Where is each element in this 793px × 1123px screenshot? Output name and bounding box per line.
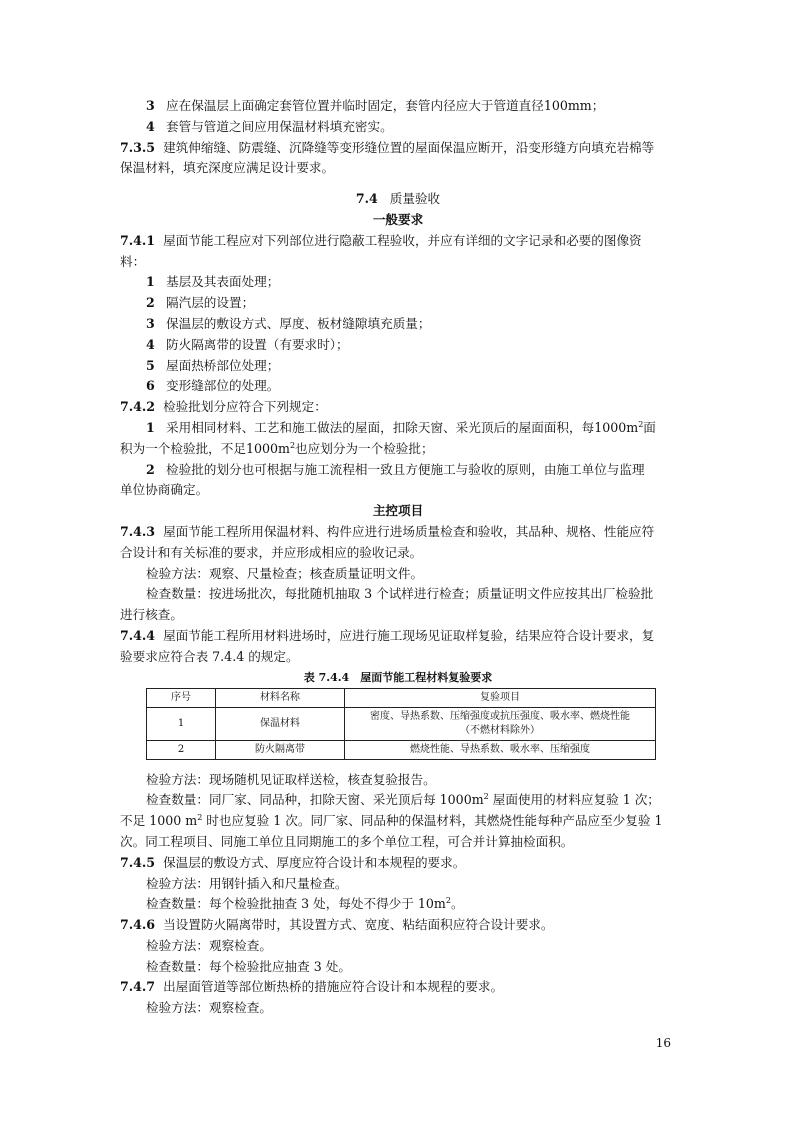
item-text: 应在保温层上面确定套管位置并临时固定，套管内径应大于管道直径100mm； xyxy=(166,98,605,113)
clause-7-4-3 xyxy=(120,522,676,543)
clause-text: 检验批划分应符合下列规定： xyxy=(163,399,327,415)
clause-number: 7.4.3 xyxy=(120,523,156,539)
list-item xyxy=(120,460,676,481)
clause-7-4-4 xyxy=(120,626,676,647)
clause-7-4-6 xyxy=(120,915,676,936)
item-text: 基层及其表面处理； xyxy=(166,274,280,290)
clause-continuation xyxy=(120,439,676,460)
clause-continuation: 验要求应符合表 7.4.4 的规定。 xyxy=(120,648,299,664)
clause-text: 屋面节能工程所用保温材料、构件应进行进场质量检查和验收，其品种、规格、性能应符 xyxy=(163,523,655,539)
clause-number: 7.4.1 xyxy=(120,232,156,248)
table-cell: 防火隔离带 xyxy=(216,740,345,759)
clause-number: 7.4.4 xyxy=(120,627,156,643)
text: 。 xyxy=(450,896,464,912)
list-item xyxy=(120,293,676,314)
text: 屋面使用的材料应复验 1 次； xyxy=(488,792,660,808)
item-text: 防火隔离带的设置（有要求时）； xyxy=(166,336,349,352)
text: 检查数量：同厂家、同品种，扣除天窗、采光顶后每 1000m xyxy=(146,792,484,808)
item-number: 3 xyxy=(146,98,155,113)
item-number: 6 xyxy=(146,378,155,394)
clause-7-4-1 xyxy=(120,231,676,252)
item-text: 变形缝部位的处理。 xyxy=(166,378,280,394)
table-cell: 2 xyxy=(147,740,216,759)
inspection-method: 检验方法：观察检查。 xyxy=(146,937,272,953)
clause-text: 保温层的敷设方式、厚度应符合设计和本规程的要求。 xyxy=(163,854,466,870)
item-number: 4 xyxy=(146,118,155,134)
clause-number: 7.3.5 xyxy=(120,139,156,155)
clause-7-4-7 xyxy=(120,977,676,998)
table-row xyxy=(147,740,656,759)
clause-continuation: 进行核查。 xyxy=(120,607,183,623)
clause-number: 7.4.7 xyxy=(120,979,156,995)
superscript: 2 xyxy=(289,440,296,450)
item-text: 隔汽层的设置； xyxy=(166,295,255,311)
inspection-method: 检验方法：观察、尺量检查；核查质量证明文件。 xyxy=(146,565,424,581)
clause-continuation: 次。同工程项目、同施工单位且同期施工的多个单位工程，可合并计算抽检面积。 xyxy=(120,833,574,849)
superscript: 2 xyxy=(638,419,644,429)
item-text: 面 xyxy=(643,419,656,435)
superscript: 2 xyxy=(197,812,203,822)
material-review-table xyxy=(146,688,656,760)
table-cell: 保温材料 xyxy=(216,707,345,740)
clause-number: 7.4.5 xyxy=(120,854,156,870)
section-title xyxy=(120,189,676,210)
subsection-heading-general: 一般要求 xyxy=(372,211,424,227)
clause-text: 出屋面管道等部位断热桥的措施应符合设计和本规程的要求。 xyxy=(163,979,504,995)
item-text: 保温层的敷设方式、厚度、板材缝隙填充质量； xyxy=(166,315,431,331)
item-number: 5 xyxy=(146,357,155,373)
item-number: 2 xyxy=(146,461,155,477)
list-item xyxy=(120,376,676,397)
clause-continuation: 合设计和有关标准的要求，并应形成相应的验收记录。 xyxy=(120,544,423,560)
item-number: 1 xyxy=(146,419,155,435)
list-item xyxy=(120,418,676,439)
text: 不足 1000 m xyxy=(120,813,198,829)
inspection-method: 检验方法：用钢针插入和尺量检查。 xyxy=(146,875,348,891)
inspection-quantity: 检查数量：每个检验批应抽查 3 处。 xyxy=(146,958,351,974)
item-text: 也应划分为一个检验批； xyxy=(295,440,434,456)
cell-line: （不燃材料除外） xyxy=(460,724,540,736)
text: 时也应复验 1 次。同厂家、同品种的保温材料，其燃烧性能每种产品应至少复验 1 xyxy=(202,813,663,829)
superscript: 2 xyxy=(445,896,451,906)
inspection-quantity xyxy=(120,894,676,915)
section-number: 7.4 xyxy=(355,191,378,207)
table-cell xyxy=(345,707,656,740)
list-item xyxy=(120,272,676,293)
inspection-method: 检验方法：观察检查。 xyxy=(146,1000,272,1016)
clause-text: 当设置防火隔离带时，其设置方式、宽度、粘结面积应符合设计要求。 xyxy=(163,917,554,933)
clause-number: 7.4.6 xyxy=(120,917,156,933)
clause-continuation: 保温材料，填充深度应满足设计要求。 xyxy=(120,160,335,176)
item-number: 2 xyxy=(146,295,155,311)
clause-7-3-5 xyxy=(120,138,676,159)
text: 检查数量：每个检验批抽查 3 处，每处不得少于 10m xyxy=(146,896,446,912)
clause-text: 屋面节能工程所用材料进场时，应进行施工现场见证取样复验，结果应符合设计要求，复 xyxy=(163,627,655,643)
item-number: 1 xyxy=(146,274,155,290)
item-text: 屋面热桥部位处理； xyxy=(166,357,280,373)
table-title: 表 7.4.4 屋面节能工程材料复验要求 xyxy=(303,670,493,684)
table-cell: 1 xyxy=(147,707,216,740)
page-number: 16 xyxy=(655,1036,671,1050)
clause-7-4-2 xyxy=(120,397,676,418)
clause-number: 7.4.2 xyxy=(120,399,156,415)
list-item xyxy=(120,96,676,117)
clause-text: 建筑伸缩缝、防震缝、沉降缝等变形缝位置的屋面保温应断开，沿变形缝方向填充岩棉等 xyxy=(163,139,655,155)
item-text: 检验批的划分也可根据与施工流程相一致且方便施工与验收的原则，由施工单位与监理 xyxy=(166,461,645,477)
list-item xyxy=(120,335,676,356)
item-text: 套管与管道之间应用保温材料填充密实。 xyxy=(166,118,393,134)
table-header: 序号 xyxy=(147,688,216,707)
item-text: 积为一个检验批，不足1000m xyxy=(120,440,290,456)
list-item xyxy=(120,314,676,335)
subsection-heading-main: 主控项目 xyxy=(372,503,424,519)
item-number: 3 xyxy=(146,315,155,331)
clause-text: 屋面节能工程应对下列部位进行隐蔽工程验收，并应有详细的文字记录和必要的图像资 xyxy=(163,232,642,248)
cell-line: 密度、导热系数、压缩强度或抗压强度、吸水率、燃烧性能 xyxy=(370,710,630,722)
clause-continuation: 料： xyxy=(120,253,146,269)
clause-7-4-5 xyxy=(120,853,676,874)
list-item xyxy=(120,356,676,377)
inspection-quantity: 检查数量：按进场批次，每批随机抽取 3 个试样进行检查；质量证明文件应按其出厂检验批 xyxy=(146,586,654,602)
inspection-quantity xyxy=(120,790,676,811)
section-name: 质量验收 xyxy=(389,191,441,207)
superscript: 2 xyxy=(483,792,489,802)
clause-continuation: 单位协商确定。 xyxy=(120,482,209,498)
inspection-method: 检验方法：现场随机见证取样送检，核查复验报告。 xyxy=(146,771,436,787)
list-item xyxy=(120,117,676,138)
item-text: 采用相同材料、工艺和施工做法的屋面，扣除天窗、采光顶后的屋面面积，每1000m xyxy=(166,419,639,435)
item-number: 4 xyxy=(146,336,155,352)
table-cell: 燃烧性能、导热系数、吸水率、压缩强度 xyxy=(345,740,656,759)
table-header-row xyxy=(147,688,656,707)
clause-continuation xyxy=(120,811,676,832)
table-row xyxy=(147,707,656,740)
table-header: 材料名称 xyxy=(216,688,345,707)
page-content xyxy=(120,96,676,1019)
table-header: 复验项目 xyxy=(345,688,656,707)
